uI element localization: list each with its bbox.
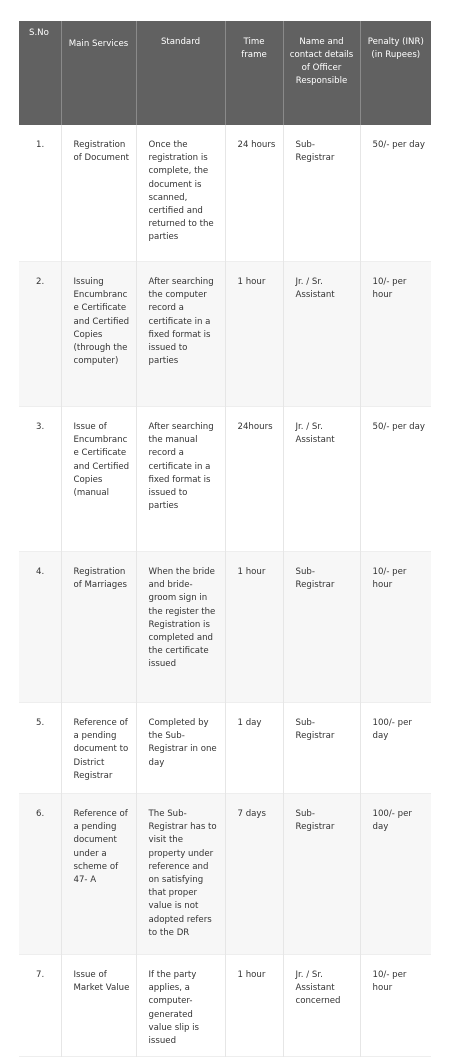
cell-penalty: 100/- per day [360, 703, 431, 794]
cell-time-frame: 24 hours [225, 125, 283, 262]
cell-sno: 7. [19, 955, 61, 1057]
cell-service: Reference of a pending document to District Registrar [61, 703, 136, 794]
cell-service: Issue of Encumbrance Certificate and Certified Copies (manual [61, 407, 136, 552]
cell-sno: 2. [19, 262, 61, 407]
table-row [19, 955, 431, 1057]
cell-standard: Completed by the Sub-Registrar in one day [136, 703, 225, 794]
cell-time-frame: 1 hour [225, 955, 283, 1057]
cell-sno: 3. [19, 407, 61, 552]
cell-time-frame: 24hours [225, 407, 283, 552]
cell-standard: After searching the manual record a certificate in a fixed format is issued to parties [136, 407, 225, 552]
cell-officer: Sub-Registrar [283, 794, 360, 955]
cell-penalty: 50/- per day [360, 125, 431, 262]
cell-time-frame: 7 days [225, 794, 283, 955]
cell-standard: After searching the computer record a certificate in a fixed format is issued to parties [136, 262, 225, 407]
cell-officer: Sub-Registrar [283, 125, 360, 262]
table-row [19, 125, 431, 262]
header-row [19, 21, 431, 125]
services-table-container [19, 21, 431, 1057]
cell-standard: The Sub-Registrar has to visit the property under reference and on satisfying that proper value is not adopted refers to the DR [136, 794, 225, 955]
cell-officer: Sub-Registrar [283, 703, 360, 794]
cell-time-frame: 1 day [225, 703, 283, 794]
cell-time-frame: 1 hour [225, 262, 283, 407]
header-sno: S.No [19, 21, 61, 125]
header-officer: Name and contact details of Officer Responsible [283, 21, 360, 125]
table-row [19, 703, 431, 794]
table-row [19, 794, 431, 955]
cell-service: Registration of Document [61, 125, 136, 262]
cell-sno: 4. [19, 552, 61, 703]
cell-penalty: 10/- per hour [360, 955, 431, 1057]
header-standard: Standard [136, 21, 225, 125]
cell-sno: 1. [19, 125, 61, 262]
header-main-services: Main Services [61, 21, 136, 125]
cell-service: Issuing Encumbrance Certificate and Certified Copies (through the computer) [61, 262, 136, 407]
header-time-frame: Time frame [225, 21, 283, 125]
cell-penalty: 10/- per hour [360, 262, 431, 407]
cell-service: Registration of Marriages [61, 552, 136, 703]
cell-service: Reference of a pending document under a scheme of 47- A [61, 794, 136, 955]
table-body [19, 125, 431, 1057]
cell-sno: 6. [19, 794, 61, 955]
cell-time-frame: 1 hour [225, 552, 283, 703]
services-table [19, 21, 431, 1057]
cell-standard: If the party applies, a computer-generated value slip is issued [136, 955, 225, 1057]
table-row [19, 407, 431, 552]
cell-officer: Jr. / Sr. Assistant concerned [283, 955, 360, 1057]
table-header [19, 21, 431, 125]
header-penalty: Penalty (INR) (in Rupees) [360, 21, 431, 125]
cell-penalty: 100/- per day [360, 794, 431, 955]
cell-standard: When the bride and bride-groom sign in the register the Registration is completed and the certificate issued [136, 552, 225, 703]
cell-officer: Sub-Registrar [283, 552, 360, 703]
cell-service: Issue of Market Value [61, 955, 136, 1057]
table-row [19, 262, 431, 407]
cell-officer: Jr. / Sr. Assistant [283, 407, 360, 552]
cell-penalty: 50/- per day [360, 407, 431, 552]
cell-sno: 5. [19, 703, 61, 794]
table-row [19, 552, 431, 703]
cell-officer: Jr. / Sr. Assistant [283, 262, 360, 407]
cell-penalty: 10/- per hour [360, 552, 431, 703]
cell-standard: Once the registration is complete, the document is scanned, certified and returned to the parties [136, 125, 225, 262]
